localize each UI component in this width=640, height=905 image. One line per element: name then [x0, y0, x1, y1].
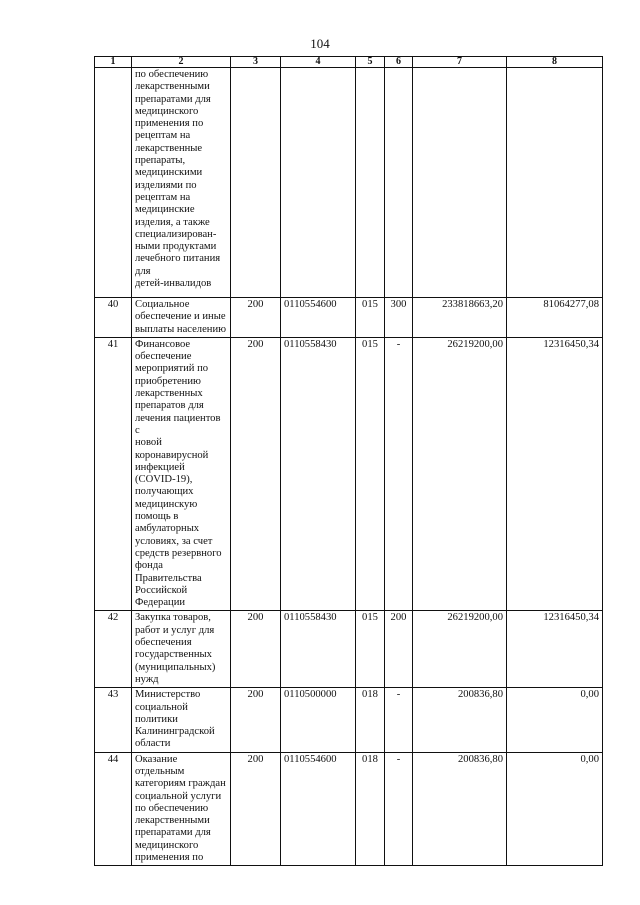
row-name: Оказание отдельным категориям граждан социальной услуги по обеспечению лекарственными препаратами для медицинского применения по — [132, 752, 231, 866]
cell-col5: 015 — [356, 298, 385, 338]
cell-col3: 200 — [231, 688, 281, 752]
row-number — [95, 68, 132, 298]
cell-col8: 81064277,08 — [507, 298, 603, 338]
header-row — [95, 57, 603, 68]
cell-col7: 26219200,00 — [413, 337, 507, 611]
cell-col5: 015 — [356, 611, 385, 688]
row-name: по обеспечению лекарственными препаратами для медицинского применения по рецептам на лекарственные препараты, медицинскими изделиями по рецептам на медицинские изделия, а также специализирован- ными продуктами лечебного питания для детей-инвалидов — [132, 68, 231, 298]
column-header: 2 — [132, 57, 231, 68]
row-number: 44 — [95, 752, 132, 866]
column-header: 6 — [385, 57, 413, 68]
cell-col3: 200 — [231, 337, 281, 611]
cell-col4 — [281, 68, 356, 298]
column-header: 8 — [507, 57, 603, 68]
table-row — [95, 752, 603, 866]
cell-col6: - — [385, 688, 413, 752]
cell-col4: 0110558430 — [281, 611, 356, 688]
row-name: Финансовое обеспечение мероприятий по приобретению лекарственных препаратов для лечения пациентов с новой коронавирусной инфекцией (COVID-19), получающих медицинскую помощь в амбулаторных условиях, за счет средств резервного фонда Правительства Российской Федерации — [132, 337, 231, 611]
page-number: 104 — [310, 36, 330, 51]
column-header: 4 — [281, 57, 356, 68]
row-number: 43 — [95, 688, 132, 752]
column-header: 5 — [356, 57, 385, 68]
cell-col7: 200836,80 — [413, 688, 507, 752]
cell-col5: 018 — [356, 752, 385, 866]
table-row — [95, 337, 603, 611]
table-row — [95, 611, 603, 688]
row-number: 40 — [95, 298, 132, 338]
cell-col3: 200 — [231, 752, 281, 866]
cell-col5: 018 — [356, 688, 385, 752]
cell-col5: 015 — [356, 337, 385, 611]
cell-col6 — [385, 68, 413, 298]
cell-col7: 233818663,20 — [413, 298, 507, 338]
cell-col7: 26219200,00 — [413, 611, 507, 688]
cell-col8 — [507, 68, 603, 298]
table-row — [95, 688, 603, 752]
column-header: 3 — [231, 57, 281, 68]
cell-col4: 0110500000 — [281, 688, 356, 752]
cell-col5 — [356, 68, 385, 298]
cell-col6: - — [385, 337, 413, 611]
cell-col6: - — [385, 752, 413, 866]
row-number: 41 — [95, 337, 132, 611]
cell-col3 — [231, 68, 281, 298]
cell-col8: 12316450,34 — [507, 611, 603, 688]
row-name: Закупка товаров, работ и услуг для обеспечения государственных (муниципальных) нужд — [132, 611, 231, 688]
cell-col7: 200836,80 — [413, 752, 507, 866]
column-header: 7 — [413, 57, 507, 68]
cell-col4: 0110558430 — [281, 337, 356, 611]
cell-col8: 12316450,34 — [507, 337, 603, 611]
cell-col8: 0,00 — [507, 752, 603, 866]
table-row — [95, 298, 603, 338]
row-name: Социальное обеспечение и иные выплаты населению — [132, 298, 231, 338]
row-number: 42 — [95, 611, 132, 688]
cell-col3: 200 — [231, 298, 281, 338]
budget-table — [94, 56, 603, 866]
row-name: Министерство социальной политики Калининградской области — [132, 688, 231, 752]
cell-col4: 0110554600 — [281, 752, 356, 866]
cell-col6: 200 — [385, 611, 413, 688]
cell-col3: 200 — [231, 611, 281, 688]
column-header: 1 — [95, 57, 132, 68]
cell-col4: 0110554600 — [281, 298, 356, 338]
cell-col6: 300 — [385, 298, 413, 338]
table-row — [95, 68, 603, 298]
cell-col8: 0,00 — [507, 688, 603, 752]
cell-col7 — [413, 68, 507, 298]
